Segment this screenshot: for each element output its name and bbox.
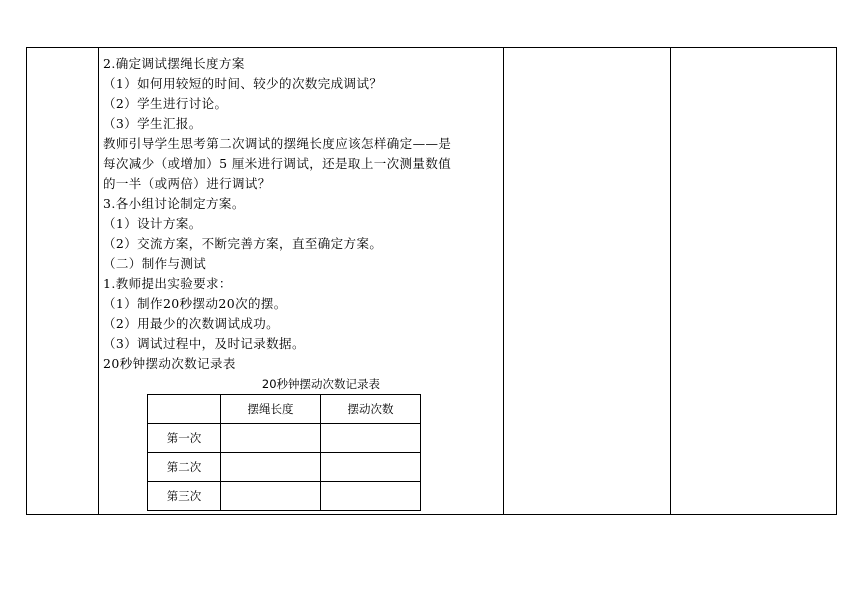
length-cell[interactable] xyxy=(221,453,321,482)
header-cell: 摆绳长度 xyxy=(221,395,321,424)
text-line: （3）调试过程中，及时记录数据。 xyxy=(103,336,305,351)
text-line: （2）学生进行讨论。 xyxy=(103,96,228,111)
activity-content-cell xyxy=(99,48,504,515)
lesson-plan-table xyxy=(26,47,837,515)
row-label-cell: 第一次 xyxy=(148,424,221,453)
record-table-header-row xyxy=(148,395,421,424)
record-table xyxy=(147,394,421,511)
record-table-row xyxy=(148,453,421,482)
activity-text xyxy=(99,48,503,374)
record-table-row xyxy=(148,424,421,453)
text-line: 2.确定调试摆绳长度方案 xyxy=(103,56,245,71)
text-line: 教师引导学生思考第二次调试的摆绳长度应该怎样确定——是 xyxy=(103,136,452,151)
text-line: （2）交流方案，不断完善方案，直至确定方案。 xyxy=(103,236,383,251)
text-line: 3.各小组讨论制定方案。 xyxy=(103,196,245,211)
row-label-cell: 第三次 xyxy=(148,482,221,511)
row-label-cell: 第二次 xyxy=(148,453,221,482)
text-line: 的一半（或两倍）进行调试？ xyxy=(103,176,271,191)
blank-cell-left xyxy=(27,48,99,515)
blank-cell-right xyxy=(671,48,837,515)
text-line: （3）学生汇报。 xyxy=(103,116,202,131)
lesson-plan-row xyxy=(27,48,837,515)
count-cell[interactable] xyxy=(321,482,421,511)
text-line: 20秒钟摆动次数记录表 xyxy=(103,356,236,371)
text-line: 每次减少（或增加）5 厘米进行调试，还是取上一次测量数值 xyxy=(103,156,452,171)
header-cell: 摆动次数 xyxy=(321,395,421,424)
length-cell[interactable] xyxy=(221,424,321,453)
text-line: （1）制作20秒摆动20次的摆。 xyxy=(103,296,287,311)
count-cell[interactable] xyxy=(321,424,421,453)
text-line: 1.教师提出实验要求： xyxy=(103,276,232,291)
count-cell[interactable] xyxy=(321,453,421,482)
length-cell[interactable] xyxy=(221,482,321,511)
text-line: （二）制作与测试 xyxy=(103,256,207,271)
record-table-caption: 20秒钟摆动次数记录表 xyxy=(261,377,381,391)
blank-cell-middle xyxy=(504,48,671,515)
text-line: （1）设计方案。 xyxy=(103,216,202,231)
text-line: （1）如何用较短的时间、较少的次数完成调试？ xyxy=(103,76,383,91)
text-line: （2）用最少的次数调试成功。 xyxy=(103,316,280,331)
record-table-row xyxy=(148,482,421,511)
header-cell xyxy=(148,395,221,424)
